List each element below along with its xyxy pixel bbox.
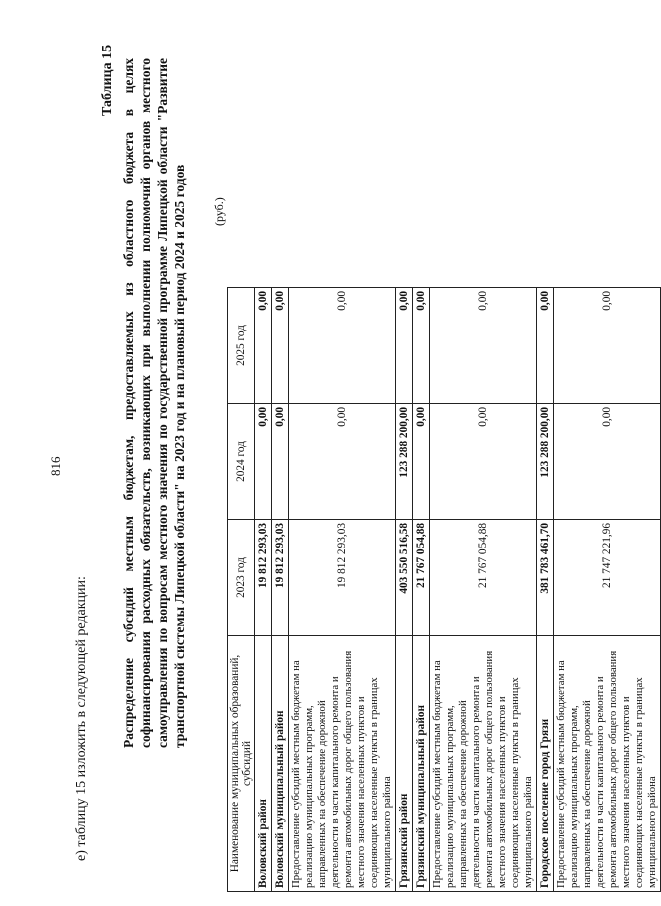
row-name: Предоставление субсидий местным бюджетам на реализацию муниципальных программ, направленных на обеспечение дорожной деятельности в части капитального ремонта и ремонта автомобильных дорог общего пользования местного значения населенных пунктов и соединяющих населенные пункты в границах муниципального района: [554, 636, 661, 892]
header-2025: 2025 год: [228, 288, 255, 404]
table-row: [255, 288, 272, 892]
cell-2024: 0,00: [430, 404, 537, 520]
header-2023: 2023 год: [228, 520, 255, 636]
cell-2025: 0,00: [272, 288, 289, 404]
header-2024: 2024 год: [228, 404, 255, 520]
cell-2025: 0,00: [289, 288, 396, 404]
cell-2023: 19 812 293,03: [255, 520, 272, 636]
cell-2024: 0,00: [272, 404, 289, 520]
cell-2023: 403 550 516,58: [396, 520, 413, 636]
cell-2025: 0,00: [554, 288, 661, 404]
unit-label: (руб.): [212, 197, 226, 226]
cell-2023: 21 767 054,88: [413, 520, 430, 636]
table-row: [289, 288, 396, 892]
subsidy-table: [227, 287, 661, 892]
table-row: [537, 288, 554, 892]
cell-2023: 21 747 221,96: [554, 520, 661, 636]
intro-text: е) таблицу 15 изложить в следующей редакции:: [74, 576, 89, 861]
row-name: Предоставление субсидий местным бюджетам на реализацию муниципальных программ, направленных на обеспечение дорожной деятельности в части капитального ремонта и ремонта автомобильных дорог общего пользования местного значения населенных пунктов и соединяющих населенные пункты в границах муниципального района: [430, 636, 537, 892]
cell-2025: 0,00: [430, 288, 537, 404]
row-name: Городское поселение город Грязи: [537, 636, 554, 892]
row-name: Воловский район: [255, 636, 272, 892]
row-name: Предоставление субсидий местным бюджетам на реализацию муниципальных программ, направленных на обеспечение дорожной деятельности в части капитального ремонта и ремонта автомобильных дорог общего пользования местного значения населенных пунктов и соединяющих населенные пункты в границах муниципального района: [289, 636, 396, 892]
cell-2023: 19 812 293,03: [289, 520, 396, 636]
cell-2023: 19 812 293,03: [272, 520, 289, 636]
cell-2024: 0,00: [289, 404, 396, 520]
page-number: 816: [48, 456, 63, 476]
table-row: [413, 288, 430, 892]
cell-2025: 0,00: [537, 288, 554, 404]
row-name: Грязинский район: [396, 636, 413, 892]
cell-2025: 0,00: [255, 288, 272, 404]
row-name: Воловский муниципальный район: [272, 636, 289, 892]
cell-2024: 123 288 200,00: [537, 404, 554, 520]
table-row: [430, 288, 537, 892]
cell-2025: 0,00: [396, 288, 413, 404]
table-row: [554, 288, 661, 892]
table-title: Таблица 15: [100, 44, 115, 116]
table-header-row: [228, 288, 255, 892]
header-name: Наименование муниципальных образований, субсидий: [228, 636, 255, 892]
cell-2024: 0,00: [554, 404, 661, 520]
cell-2024: 0,00: [255, 404, 272, 520]
table-row: [396, 288, 413, 892]
cell-2023: 381 783 461,70: [537, 520, 554, 636]
cell-2023: 21 767 054,88: [430, 520, 537, 636]
table-heading: Распределение субсидий местным бюджетам, предоставляемых из областного бюджета в целях софинансирования расходных обязательств, возникающих при выполнении полномочий органов местного самоуправления по вопросам местного значения по государственной программе Липецкой области "Развитие транспортной системы Липецкой области" на 2023 год и на плановый период 2024 и 2025 годов: [121, 58, 187, 748]
table-body: [255, 288, 661, 892]
row-name: Грязинский муниципальный район: [413, 636, 430, 892]
table-row: [272, 288, 289, 892]
cell-2025: 0,00: [413, 288, 430, 404]
cell-2024: 0,00: [413, 404, 430, 520]
cell-2024: 123 288 200,00: [396, 404, 413, 520]
